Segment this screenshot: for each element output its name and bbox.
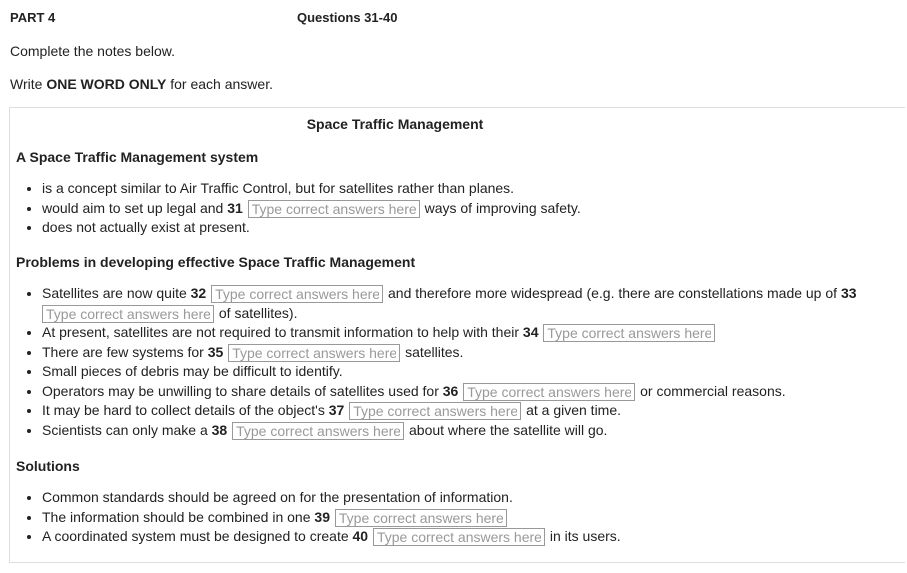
answer-input-32[interactable] bbox=[211, 285, 383, 303]
questions-range: Questions 31-40 bbox=[297, 10, 398, 25]
answer-input-38[interactable] bbox=[232, 422, 404, 440]
section-list-solutions bbox=[10, 488, 902, 547]
list-item: • It may be hard to collect details of the object's 37 Type correct answers here... at a given time. bbox=[42, 401, 902, 421]
instruction-word-limit: Write ONE WORD ONLY for each answer. bbox=[10, 76, 273, 92]
answer-input-37[interactable] bbox=[349, 402, 521, 420]
section-heading-problems: Problems in developing effective Space Traffic Management bbox=[16, 254, 416, 270]
question-number: 34 bbox=[522, 324, 539, 340]
question-number: 36 bbox=[442, 382, 459, 399]
section-list-problems bbox=[10, 284, 902, 440]
answer-input-40[interactable] bbox=[373, 528, 545, 546]
section-list-system bbox=[10, 179, 902, 238]
question-number: 35 bbox=[207, 343, 224, 360]
list-item: • Operators may be unwilling to share details of satellites used for 36 Type correct answers here... or commercial reasons. bbox=[42, 382, 902, 402]
question-number: 32 bbox=[190, 285, 207, 301]
answer-input-31[interactable] bbox=[248, 200, 420, 218]
question-number: 40 bbox=[352, 528, 369, 544]
question-number: 33 bbox=[840, 285, 857, 301]
list-item: • There are few systems for 35 Type correct answers here... satellites. bbox=[42, 343, 902, 363]
list-item: • Satellites are now quite 32 Type correct answers here... and therefore more widespread (e.g. there are constellations made up of 33 Type correct answers here... of satellites). bbox=[42, 284, 902, 323]
question-number: 37 bbox=[328, 402, 345, 418]
list-item: • would aim to set up legal and 31 Type correct answers here... ways of improving safety. bbox=[42, 199, 902, 219]
list-item: • The information should be combined in one 39 Type correct answers here... bbox=[42, 508, 902, 528]
section-heading-solutions: Solutions bbox=[16, 458, 80, 474]
instruction-complete-notes: Complete the notes below. bbox=[10, 43, 175, 59]
question-number: 31 bbox=[227, 199, 243, 216]
list-item: • A coordinated system must be designed to create 40 Type correct answers here... in its users. bbox=[42, 527, 902, 547]
answer-input-35[interactable] bbox=[228, 344, 400, 362]
answer-input-36[interactable] bbox=[463, 383, 635, 401]
answer-input-34[interactable] bbox=[543, 324, 715, 342]
list-item: • Small pieces of debris may be difficult to identify. bbox=[42, 362, 902, 382]
question-number: 39 bbox=[314, 508, 330, 525]
list-item: • Scientists can only make a 38 Type correct answers here... about where the satellite will go. bbox=[42, 421, 902, 441]
notes-panel bbox=[9, 107, 905, 563]
section-heading-system: A Space Traffic Management system bbox=[16, 149, 259, 165]
list-item: • Common standards should be agreed on for the presentation of information. bbox=[42, 488, 902, 508]
word-limit-emphasis: ONE WORD ONLY bbox=[46, 76, 167, 92]
question-number: 38 bbox=[211, 421, 228, 438]
notes-title: Space Traffic Management bbox=[306, 116, 484, 132]
answer-input-33[interactable] bbox=[42, 305, 214, 323]
answer-input-39[interactable] bbox=[335, 509, 507, 527]
part-label: PART 4 bbox=[10, 10, 56, 25]
list-item: • does not actually exist at present. bbox=[42, 218, 902, 238]
list-item: • is a concept similar to Air Traffic Control, but for satellites rather than planes. bbox=[42, 179, 902, 199]
list-item: • At present, satellites are not required to transmit information to help with their 34 Type correct answers here... bbox=[42, 323, 902, 343]
